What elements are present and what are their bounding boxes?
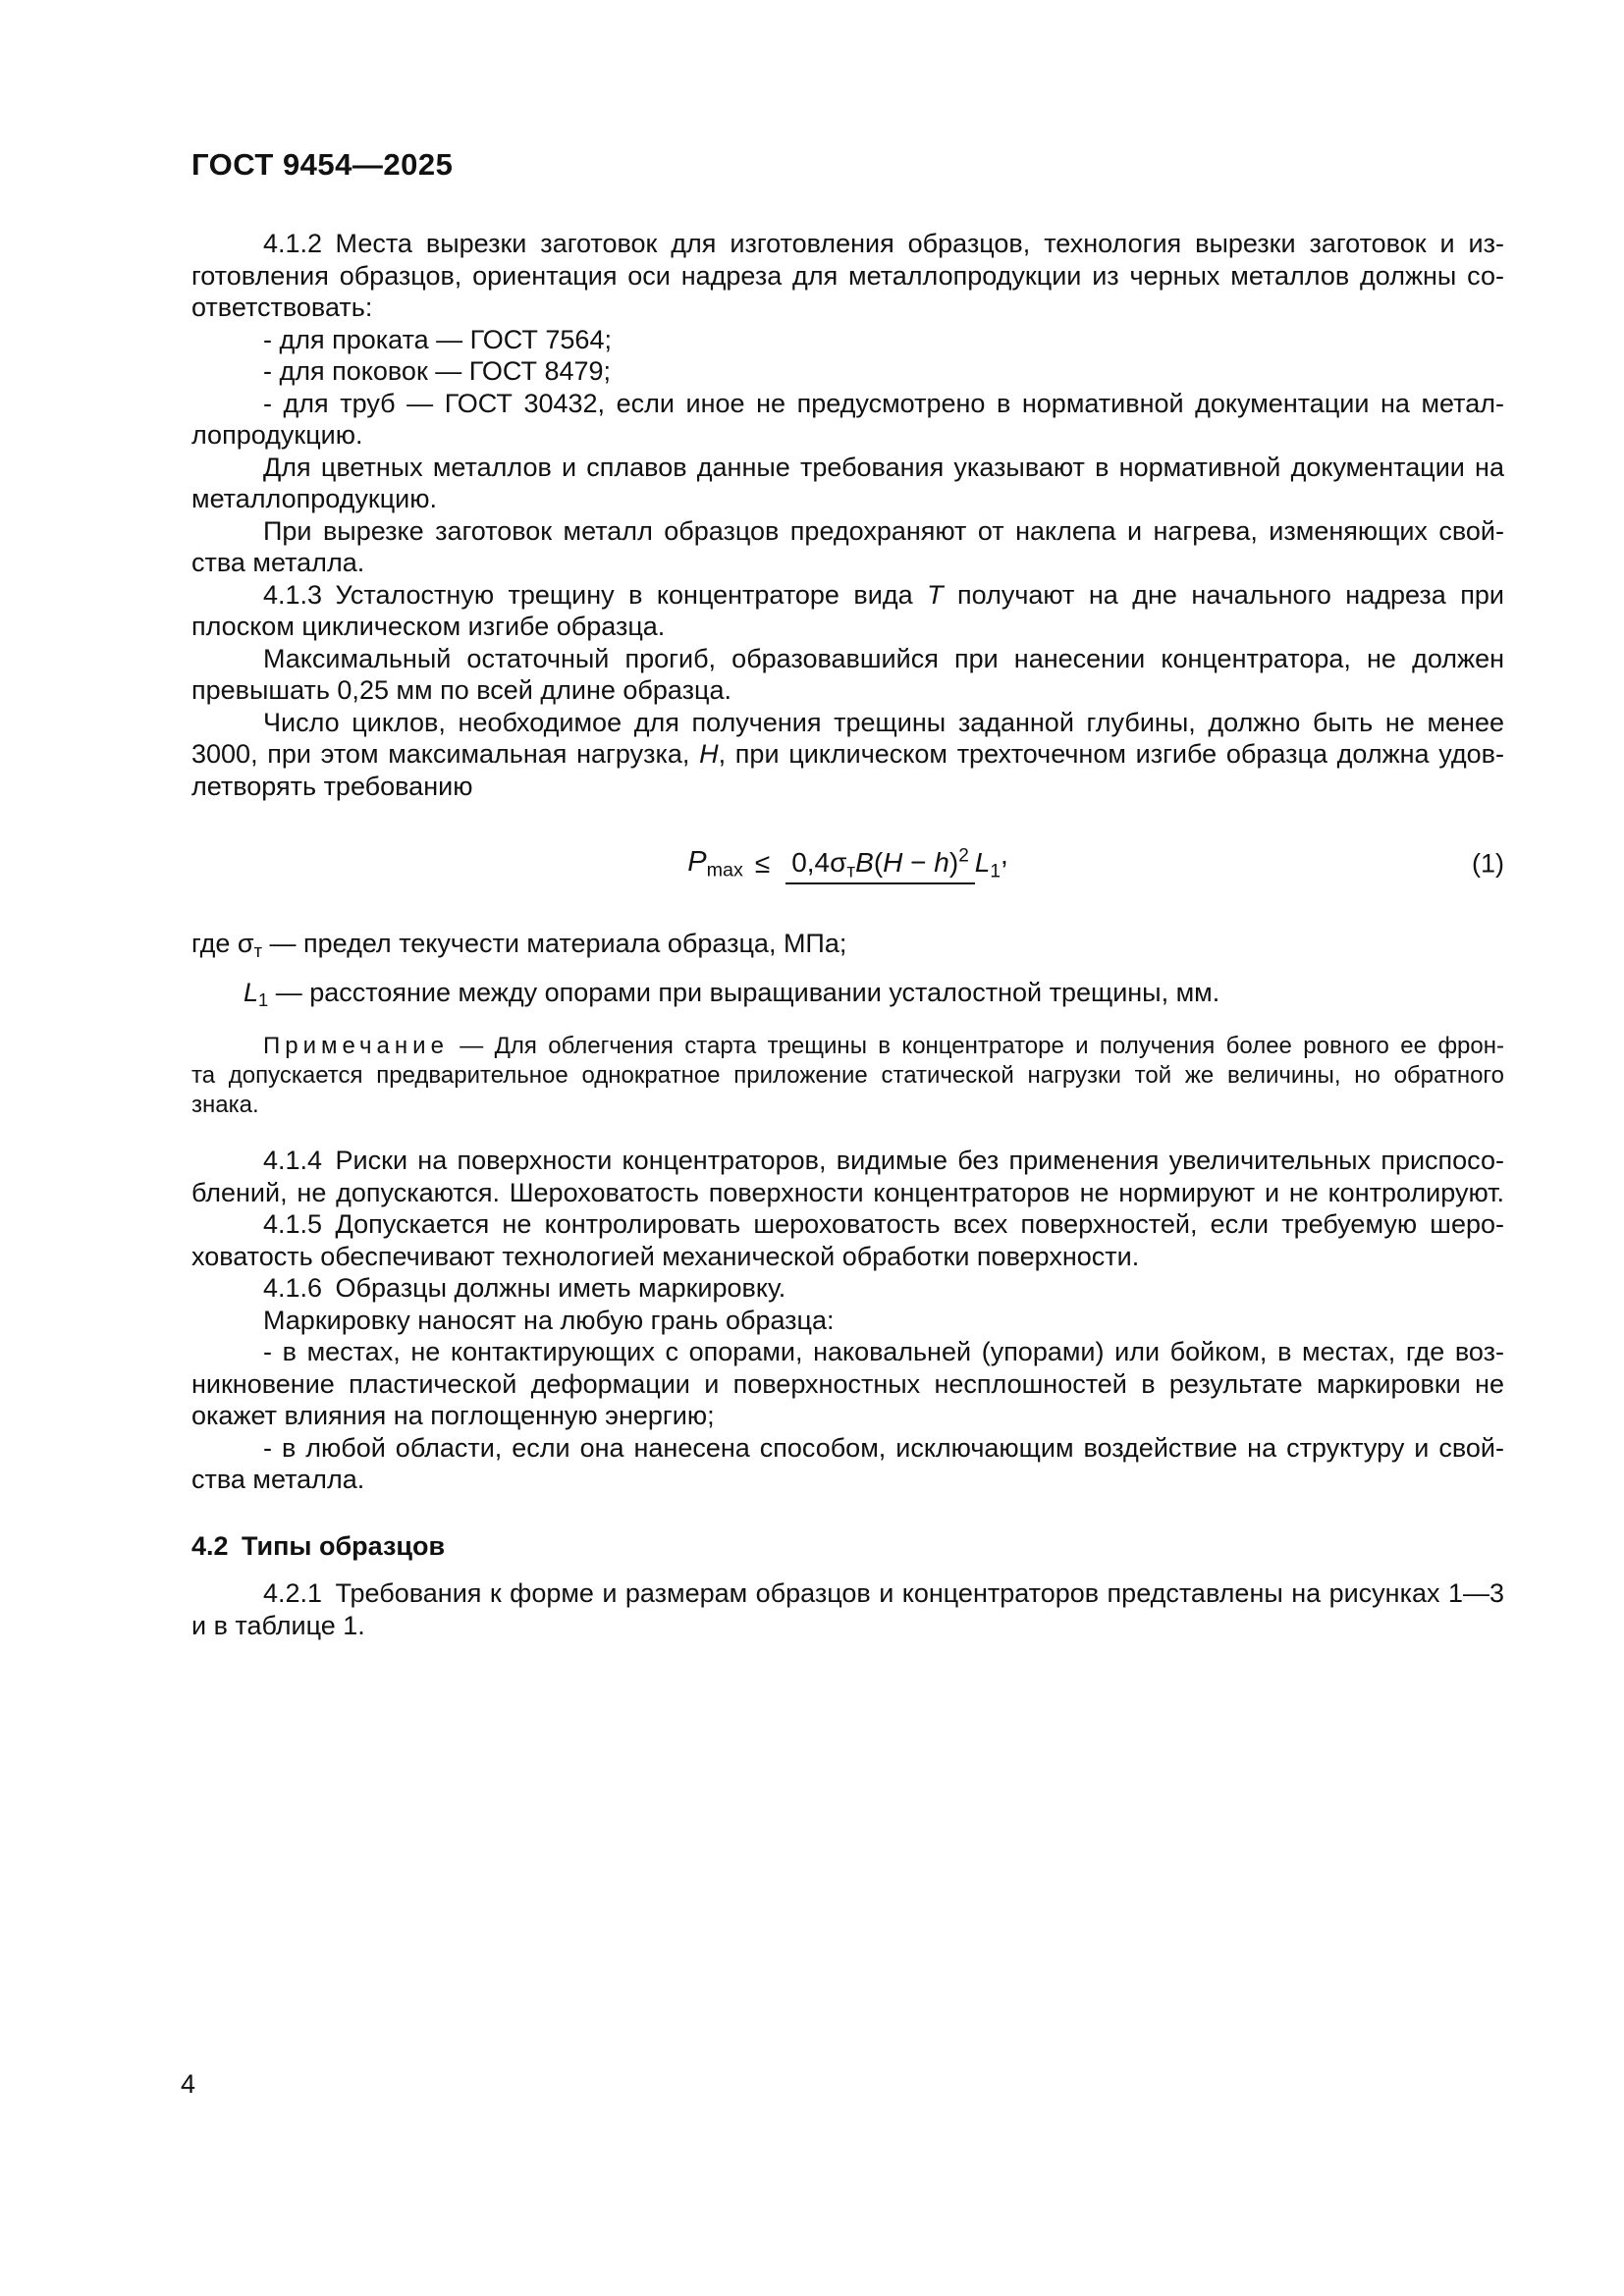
text-line: летворять требованию — [191, 771, 473, 801]
note — [191, 1032, 1504, 1120]
text-line: лопродукцию. — [191, 420, 363, 450]
formula-legend — [191, 928, 1504, 1016]
formula-relation: ≤ — [754, 848, 771, 879]
paragraph-4-1-4 — [191, 1145, 1504, 1208]
document-body — [191, 228, 1504, 1641]
paragraph-4-1-2 — [191, 228, 1504, 324]
text-line: 4.1.4 Риски на поверхности концентраторов, видимые без применения увеличительных приспосо- — [263, 1146, 1504, 1176]
text-line: ства металла. — [191, 548, 365, 577]
text-line: блений, не допускаются. Шероховатость поверхности концентраторов не нормируют и не контролируют. — [191, 1177, 1504, 1207]
formula-denominator: L1 — [974, 846, 1001, 882]
text-line: ответствовать: — [191, 293, 373, 322]
text-line: Для цветных металлов и сплавов данные требования указывают в нормативной документации на — [263, 452, 1504, 482]
text-line: плоском циклическом изгибе образца. — [191, 612, 666, 641]
text-line: Примечание — Для облегчения старта трещины в концентраторе и получения более ровного ее фрон- — [263, 1033, 1504, 1060]
text-line: 4.1.2 Места вырезки заготовок для изготовления образцов, технология вырезки заготовок и из- — [263, 229, 1504, 258]
formula-tail: , — [1000, 839, 1008, 870]
document-code: ГОСТ 9454—2025 — [191, 147, 454, 182]
page-number: 4 — [181, 2069, 196, 2099]
paragraph-tsvetnye — [191, 452, 1504, 515]
list-item-prokat — [191, 324, 1504, 356]
text-line: металлопродукцию. — [191, 484, 438, 513]
section-heading-4-2: 4.2 Типы образцов — [191, 1530, 446, 1561]
paragraph-4-1-6 — [191, 1272, 1504, 1305]
text-line: 4.1.6 Образцы должны иметь маркировку. — [263, 1273, 786, 1304]
text-line: ховатость обеспечивают технологией механической обработки поверхности. — [191, 1241, 1140, 1271]
list-item-pokovki — [191, 355, 1504, 388]
text-line: ства металла. — [191, 1465, 365, 1495]
text-line: 4.1.5 Допускается не контролировать шероховатость всех поверхностей, если требуемую шеро- — [263, 1209, 1504, 1240]
paragraph-markirovka — [191, 1305, 1504, 1337]
text-line: где σт — предел текучести материала образца, МПа; — [191, 929, 847, 962]
text-line: Число циклов, необходимое для получения трещины заданной глубины, должно быть не менее — [263, 707, 1504, 737]
text-line: - для поковок — ГОСТ 8479; — [263, 356, 612, 386]
formula-lhs: Pmax — [687, 846, 743, 881]
text-line: 4.2.1 Требования к форме и размерам образцов и концентраторов представлены на рисунках 1—3 — [263, 1578, 1504, 1609]
paragraph-4-2-1 — [191, 1577, 1504, 1641]
list-item-v-mestah — [191, 1336, 1504, 1432]
text-line: 4.1.3 Усталостную трещину в концентраторе вида Т получают на дне начального надреза при — [263, 579, 1504, 610]
text-line: знака. — [191, 1092, 259, 1119]
text-line: - для проката — ГОСТ 7564; — [263, 324, 612, 354]
formula-number: (1) — [1472, 848, 1504, 879]
paragraph-chislo-tsiklov — [191, 707, 1504, 803]
paragraph-4-1-5 — [191, 1208, 1504, 1272]
text-line: 3000, при этом максимальная нагрузка, Н, при циклическом трехточечном изгибе образца должна удов- — [191, 739, 1504, 769]
text-line: - в местах, не контактирующих с опорами, наковальней (упорами) или бойком, в местах, где воз- — [263, 1337, 1504, 1367]
paragraph-progib — [191, 643, 1504, 707]
formula-1 — [191, 839, 1504, 888]
text-line: та допускается предварительное однократное приложение статической нагрузки той же величины, но обратного — [191, 1062, 1504, 1090]
text-line: - для труб — ГОСТ 30432, если иное не предусмотрено в нормативной документации на метал- — [263, 388, 1504, 418]
text-line: и в таблице 1. — [191, 1610, 365, 1640]
list-item-truby — [191, 388, 1504, 452]
text-line: L1 — расстояние между опорами при выращивании усталостной трещины, мм. — [244, 977, 1220, 1010]
paragraph-vyrezka — [191, 515, 1504, 579]
text-line: окажет влияния на поглощенную энергию; — [191, 1401, 715, 1431]
text-line: Маркировку наносят на любую грань образца: — [263, 1305, 835, 1335]
list-item-v-luboy-oblasti — [191, 1432, 1504, 1496]
text-line: превышать 0,25 мм по всей длине образца. — [191, 675, 731, 705]
text-line: никновение пластической деформации и поверхностных несплошностей в результате маркировки не — [191, 1368, 1504, 1399]
text-line: Максимальный остаточный прогиб, образовавшийся при нанесении концентратора, не должен — [263, 643, 1504, 673]
paragraph-4-1-3 — [191, 579, 1504, 643]
document-content — [191, 0, 1504, 1641]
formula-numerator: $0,4\sigma тB(H - h)^2$ — [785, 847, 975, 884]
text-line: - в любой области, если она нанесена способом, исключающим воздействие на структуру и свой- — [263, 1432, 1504, 1463]
text-line: готовления образцов, ориентация оси надреза для металлопродукции из черных металлов должны со- — [191, 260, 1504, 291]
formula-fraction — [785, 845, 1001, 882]
text-line: При вырезке заготовок металл образцов предохраняют от наклепа и нагрева, изменяющих свой- — [263, 515, 1504, 546]
